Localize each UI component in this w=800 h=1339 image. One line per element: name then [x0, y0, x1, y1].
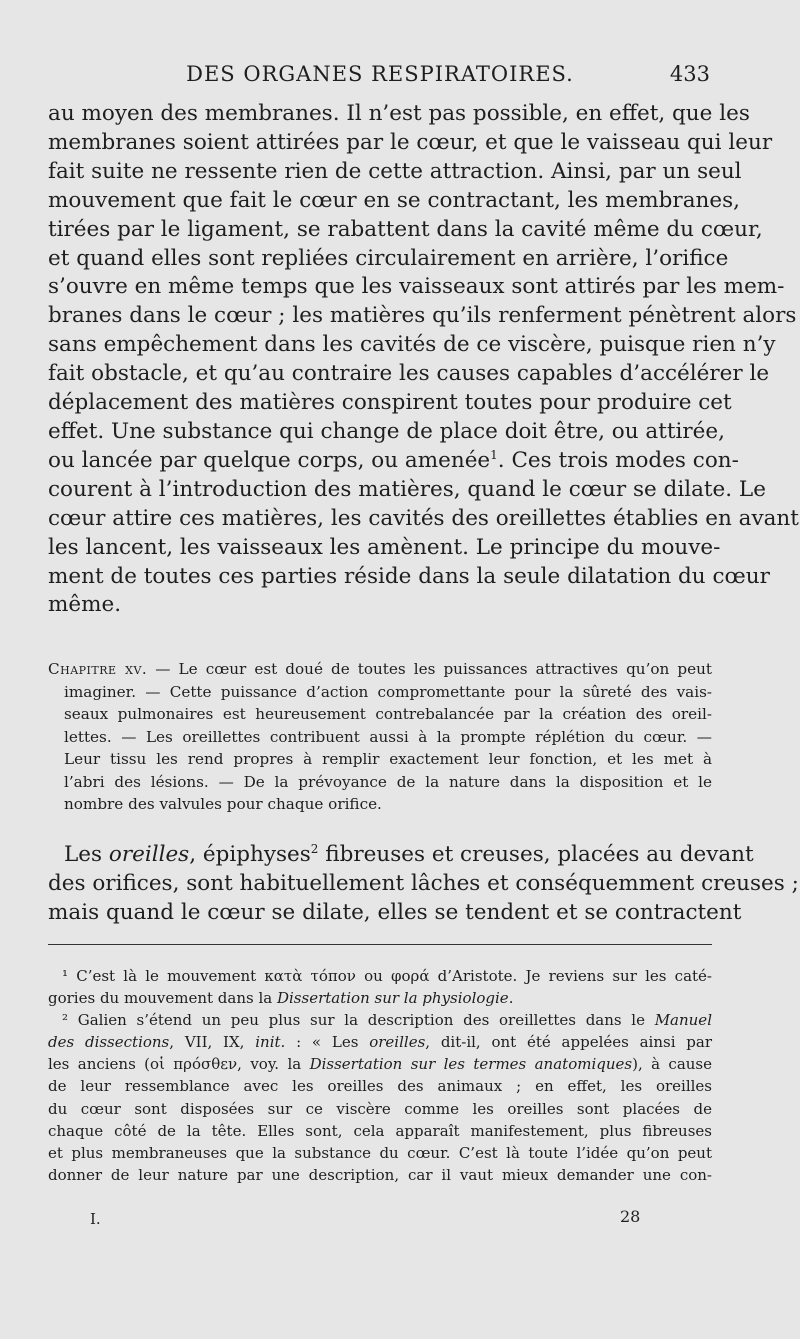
text-fragment: , VII, IX, [169, 1033, 256, 1052]
text-fragment: : « Les [285, 1033, 370, 1052]
text-line-with-footnote-ref [48, 840, 754, 869]
footnote-divider [48, 944, 712, 945]
footnote-2-line [48, 1053, 712, 1075]
summary-line: nombre des valvules pour chaque orifice. [64, 795, 382, 813]
text-line: des orifices, sont habituellement lâches et conséquemment creuses ; [48, 871, 799, 896]
text-fragment: , épiphyses [189, 842, 311, 867]
footnote-1-line [48, 965, 712, 987]
italic-title: Dissertation sur la physiologie [276, 989, 509, 1008]
text-fragment: ou lancée par quelque corps, ou amenée [48, 447, 491, 473]
text-fragment: C’est là le mouvement κατὰ τόπον ou φορά d’Aristote. Je reviens sur les caté- [68, 967, 712, 985]
italic-term: oreilles [108, 842, 190, 867]
summary-line: l’abri des lésions. — De la prévoyance de la nature dans la disposition et le [64, 772, 712, 791]
text-fragment: les anciens (οἱ πρόσθεν, voy. la [48, 1055, 310, 1074]
footnote-marker: ¹ [62, 967, 69, 985]
text-line: courent à l’introduction des matières, quand le cœur se dilate. Le [48, 476, 766, 502]
footnote-ref-2[interactable]: 2 [310, 842, 319, 856]
second-paragraph [48, 840, 799, 927]
text-line: les lancent, les vaisseaux les amènent. Le principe du mouve- [48, 534, 721, 560]
page-number: 433 [669, 62, 710, 86]
sheet-number: 28 [620, 1207, 641, 1226]
text-line-with-footnote-ref [48, 447, 739, 476]
text-line: au moyen des membranes. Il n’est pas possible, en effet, que les [48, 101, 750, 126]
text-line: mais quand le cœur se dilate, elles se tendent et se contractent [48, 900, 742, 925]
footnote-2-line: de leur ressemblance avec les oreilles des animaux ; en effet, les oreilles [48, 1077, 712, 1096]
footnotes [48, 965, 712, 1186]
italic-term: oreilles [369, 1033, 426, 1052]
summary-line: imaginer. — Cette puissance d’action compromettante pour la sûreté des vais- [64, 682, 712, 701]
text-line: et quand elles sont repliées circulairement en arrière, l’orifice [48, 245, 729, 271]
text-line: déplacement des matières conspirent toutes pour produire cet [48, 390, 732, 416]
footnote-2-line: du cœur sont disposées sur ce viscère comme les oreilles sont placées de [48, 1099, 712, 1118]
text-line: tirées par le ligament, se rabattent dans la cavité même du cœur, [48, 216, 763, 242]
text-line: effet. Une substance qui change de place doit être, ou attirée, [48, 418, 725, 444]
footnote-marker: ² [62, 1011, 69, 1030]
italic-title: Dissertation sur les termes anatomiques [309, 1055, 633, 1074]
footnote-2-line: chaque côté de la tête. Elles sont, cela apparaît manifestement, plus fibreuses [48, 1121, 712, 1140]
summary-text: — Le cœur est doué de toutes les puissances attractives qu’on peut [147, 660, 713, 678]
text-line: ment de toutes ces parties réside dans la seule dilatation du cœur [48, 563, 770, 589]
text-line: sans empêchement dans les cavités de ce viscère, puisque rien n’y [48, 332, 776, 358]
chapter-summary [48, 658, 712, 816]
footnote-ref-1[interactable]: 1 [490, 447, 498, 462]
text-fragment: Les [64, 842, 109, 867]
text-line: fait obstacle, et qu’au contraire les causes capables d’accélérer le [48, 361, 770, 387]
footnote-1-line [48, 987, 712, 1009]
summary-line: lettes. — Les oreillettes contribuent aussi à la prompte réplétion du cœur. — [64, 727, 712, 746]
text-line: fait suite ne ressente rien de cette attraction. Ainsi, par un seul [48, 158, 742, 184]
footnote-2-line: et plus membraneuses que la substance du cœur. C’est là toute l’idée qu’on peut [48, 1143, 712, 1162]
italic-title: des dissections [48, 1033, 170, 1052]
text-fragment: gories du mouvement dans la [48, 989, 277, 1008]
signature-mark: I. [90, 1210, 101, 1228]
footnote-2-line [48, 1009, 712, 1031]
text-fragment: . Ces trois modes con- [497, 447, 739, 473]
footnote-2-line: donner de leur nature par une description, car il vaut mieux demander une con- [48, 1165, 712, 1184]
text-line: même. [48, 592, 122, 618]
text-line: membranes soient attirées par le cœur, et que le vaisseau qui leur [48, 129, 773, 155]
main-paragraph [48, 100, 799, 620]
text-line: branes dans le cœur ; les matières qu’ils renferment pénètrent alors [48, 303, 797, 329]
summary-line [48, 658, 712, 681]
running-head: DES ORGANES RESPIRATOIRES. [186, 62, 574, 86]
text-line: mouvement que fait le cœur en se contractant, les membranes, [48, 187, 740, 213]
footnote-2-line [48, 1031, 712, 1053]
italic-title: Manuel [654, 1011, 712, 1030]
summary-line: Leur tissu les rend propres à remplir exactement leur fonction, et les met à [64, 750, 712, 768]
text-fragment: fibreuses et creuses, placées au devant [318, 842, 754, 867]
italic-term: init. [255, 1033, 286, 1052]
chapter-label: Chapitre xv. [48, 660, 148, 678]
text-line: cœur attire ces matières, les cavités des oreillettes établies en avant [48, 505, 799, 531]
text-fragment: Galien s’étend un peu plus sur la description des oreillettes dans le [68, 1011, 655, 1030]
text-line: s’ouvre en même temps que les vaisseaux sont attirés par les mem- [48, 274, 785, 300]
summary-line: seaux pulmonaires est heureusement contrebalancée par la création des oreil- [64, 705, 712, 723]
text-fragment: ), à cause [632, 1055, 712, 1074]
text-fragment: . [508, 989, 514, 1008]
text-fragment: , dit-il, ont été appelées ainsi par [425, 1033, 713, 1052]
